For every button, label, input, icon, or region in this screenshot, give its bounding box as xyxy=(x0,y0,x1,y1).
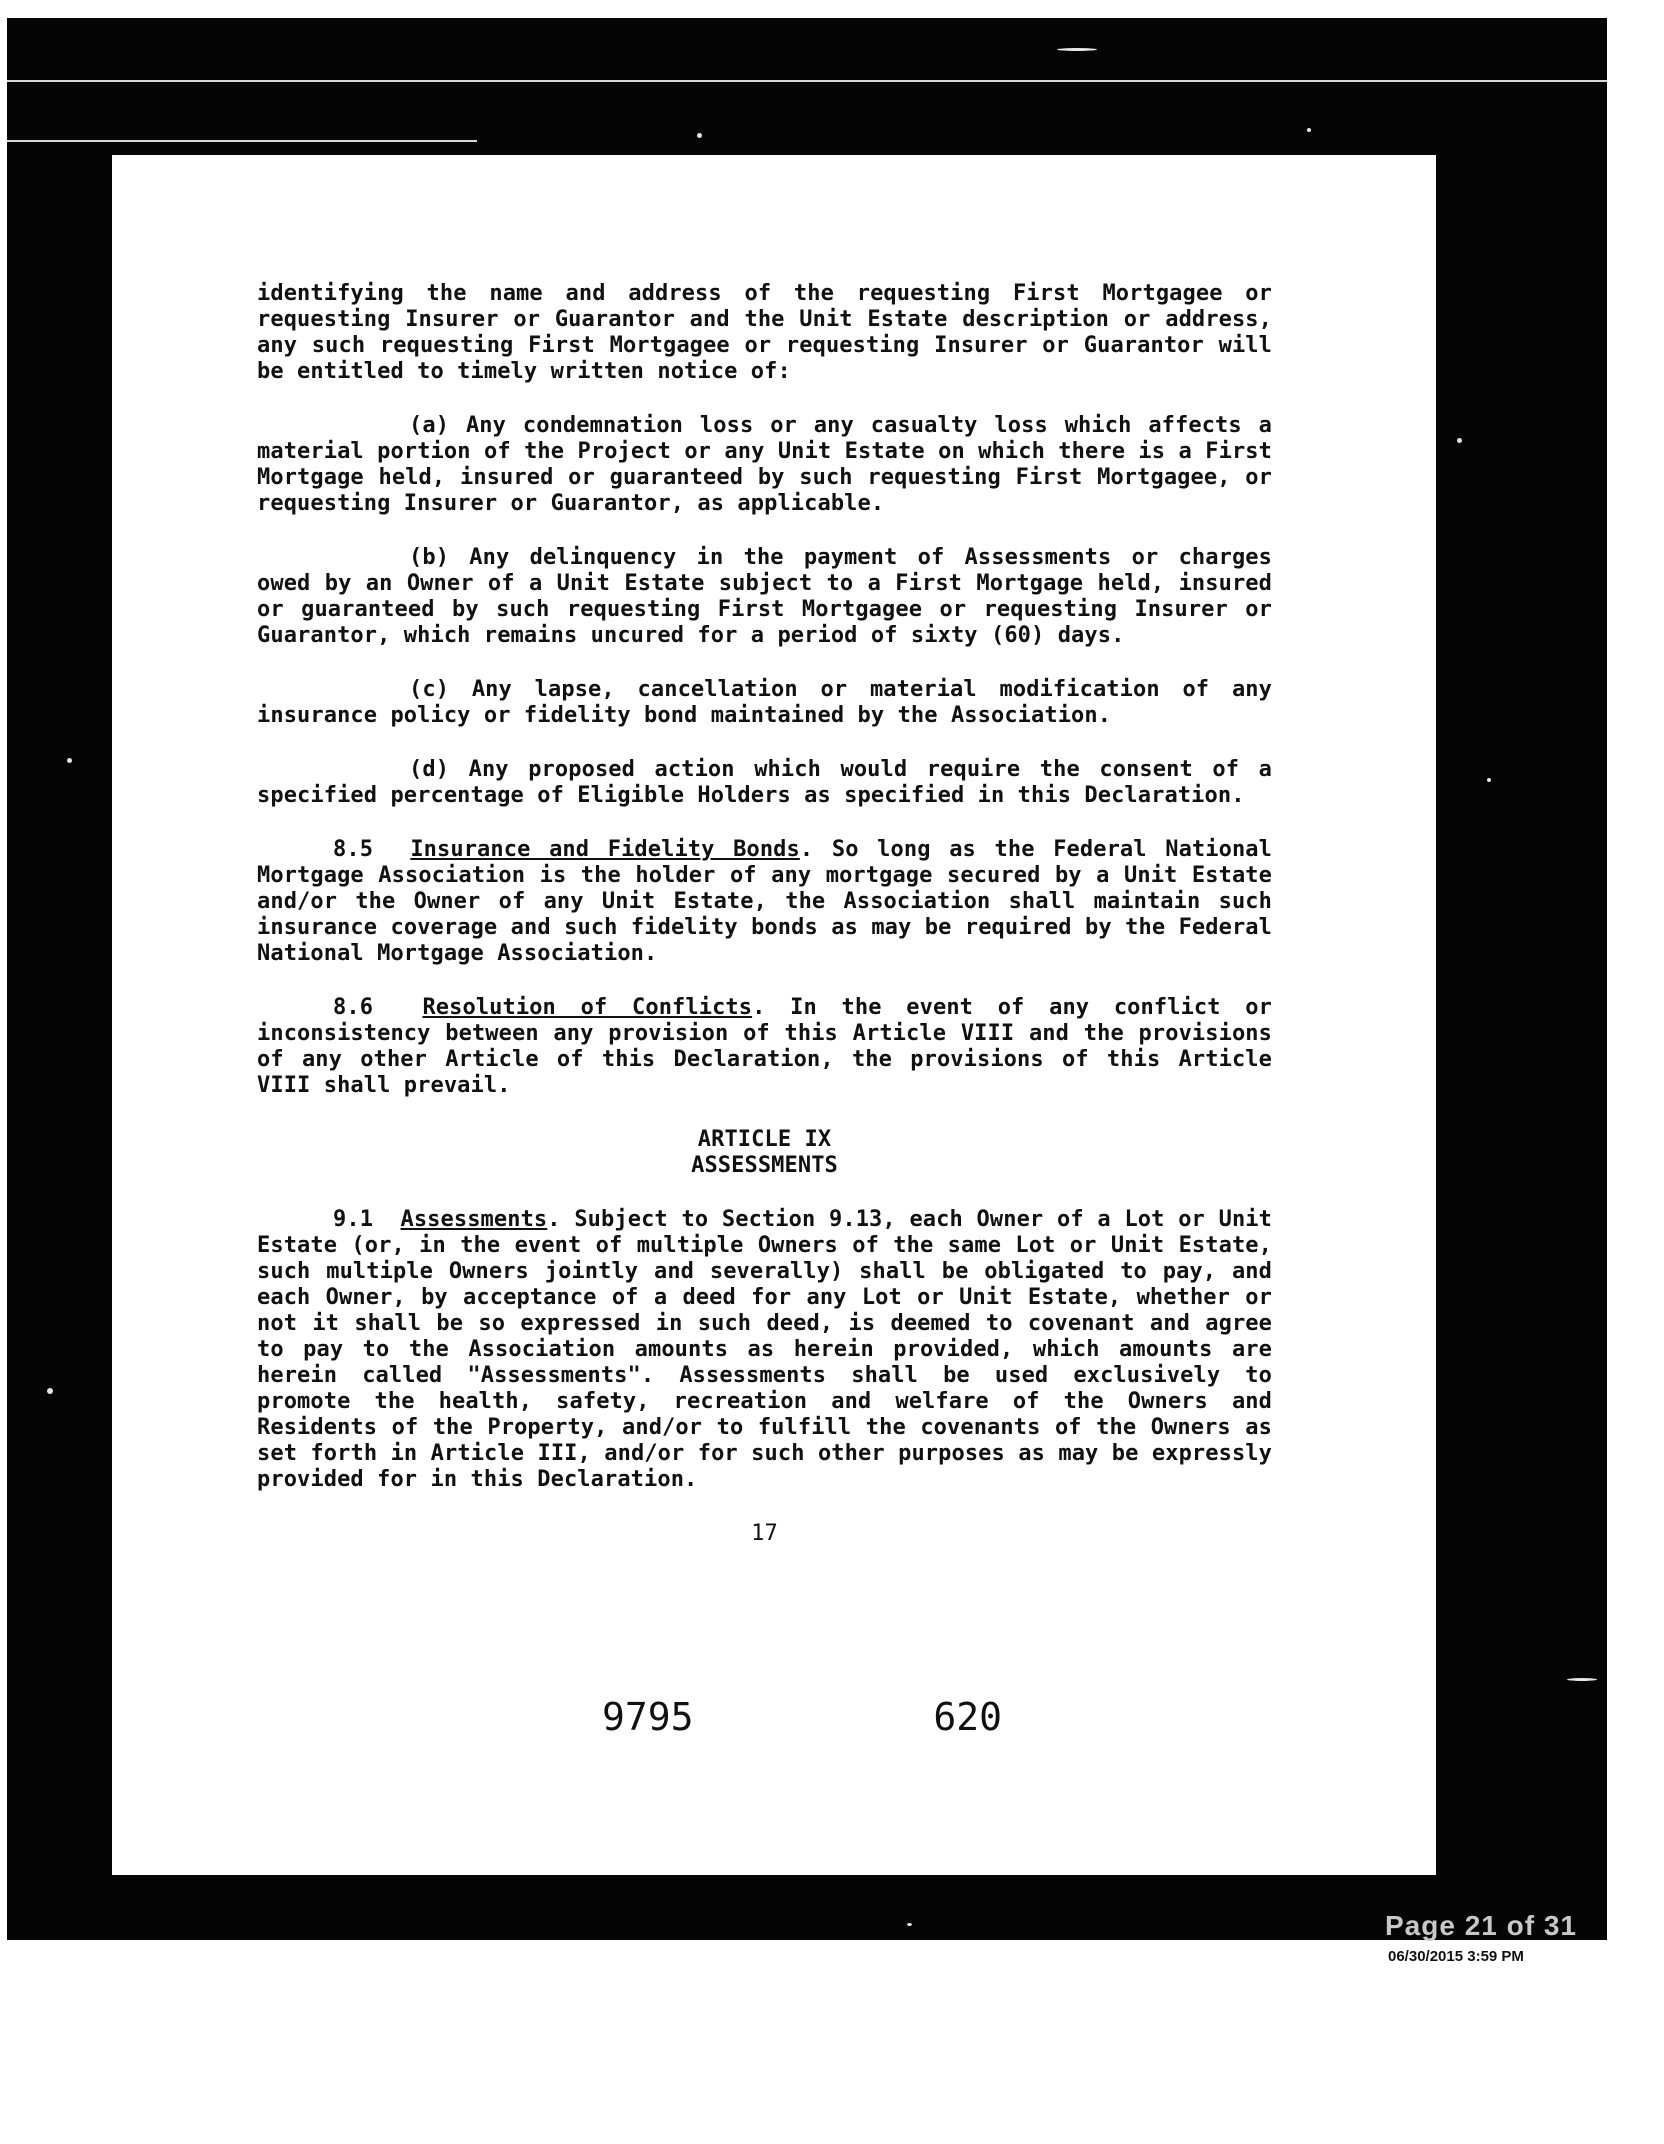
notice-item-c: (c) Any lapse, cancellation or material modification of any insurance policy or fidelity bond maintained by the Association. xyxy=(257,677,1272,728)
notice-item-b: (b) Any delinquency in the payment of Assessments or charges owed by an Owner of a Unit Estate subject to a First Mortgage held, insured or guaranteed by such requesting First Mortgagee or requesting Insurer or Guarantor, which remains uncured for a period of sixty (60) days. xyxy=(257,545,1272,648)
section-9-1 xyxy=(257,1207,1272,1493)
scan-artifact-speck xyxy=(1487,778,1491,782)
print-timestamp: 06/30/2015 3:59 PM xyxy=(1388,1948,1524,1965)
article-subtitle: ASSESSMENTS xyxy=(691,1153,838,1178)
recording-stamp xyxy=(602,1695,1002,1739)
section-number: 9.1 xyxy=(333,1207,374,1232)
scan-artifact-speck xyxy=(697,133,702,138)
section-heading: Insurance and Fidelity Bonds xyxy=(410,837,800,862)
scan-artifact-rule xyxy=(7,80,1607,82)
scan-artifact-speck xyxy=(1307,128,1311,132)
section-8-5 xyxy=(257,837,1272,967)
section-text: . Subject to Section 9.13, each Owner of a Lot or Unit Estate (or, in the event of multiple Owners of the same Lot or Unit Estate, such multiple Owners jointly and severally) shall be obligated to pay, and each Owner, by acceptance of a deed for any Lot or Unit Estate, whether or not it shall be so expressed in such deed, is deemed to covenant and agree to pay to the Association amounts as herein provided, which amounts are herein called "Assessments". Assessments shall be used exclusively to promote the health, safety, recreation and welfare of the Owners and Residents of the Property, and/or to fulfill the covenants of the Owners as set forth in Article III, and/or for such other purposes as may be expressly provided for in this Declaration. xyxy=(257,1207,1272,1492)
intro-paragraph: identifying the name and address of the requesting First Mortgagee or requesting Insurer or Guarantor and the Unit Estate description or address, any such requesting First Mortgagee or requesting Insurer or Guarantor will be entitled to timely written notice of: xyxy=(257,281,1272,384)
scan-artifact-speck xyxy=(1057,48,1097,51)
notice-item-d: (d) Any proposed action which would require the consent of a specified percentage of Eligible Holders as specified in this Declaration. xyxy=(257,757,1272,808)
scan-artifact-speck xyxy=(1567,1678,1597,1681)
article-title: ARTICLE IX xyxy=(697,1127,832,1152)
section-heading: Resolution of Conflicts xyxy=(422,995,753,1020)
scan-artifact-speck xyxy=(1457,438,1462,443)
scan-artifact-speck xyxy=(67,758,72,763)
section-heading: Assessments xyxy=(400,1207,548,1232)
page-number: 17 xyxy=(751,1521,778,1546)
book-number: 9795 xyxy=(602,1695,694,1739)
notice-item-a: (a) Any condemnation loss or any casualty loss which affects a material portion of the Project or any Unit Estate on which there is a First Mortgage held, insured or guaranteed by such requesting First Mortgagee, or requesting Insurer or Guarantor, as applicable. xyxy=(257,413,1272,516)
section-number: 8.5 xyxy=(333,837,374,862)
scan-artifact-speck xyxy=(907,1923,912,1926)
section-text: . So long as the Federal National Mortgage Association is the holder of any mortgage secured by a Unit Estate and/or the Owner of any Unit Estate, the Association shall maintain such insurance coverage and such fidelity bonds as may be required by the Federal National Mortgage Association. xyxy=(257,837,1273,966)
document-page xyxy=(112,155,1436,1875)
document-body xyxy=(257,281,1272,1547)
page-count: Page 21 of 31 xyxy=(1385,1910,1577,1941)
section-text: . In the event of any conflict or inconsistency between any provision of this Article VIII and the provisions of any other Article of this Declaration, the provisions of this Article VIII shall prevail. xyxy=(257,995,1272,1098)
scan-artifact-rule xyxy=(7,140,477,142)
scan-artifact-speck xyxy=(47,1388,53,1394)
section-number: 8.6 xyxy=(333,995,374,1020)
section-8-6 xyxy=(257,995,1272,1099)
article-heading xyxy=(257,1127,1272,1179)
page-reference: 620 xyxy=(933,1695,1002,1739)
